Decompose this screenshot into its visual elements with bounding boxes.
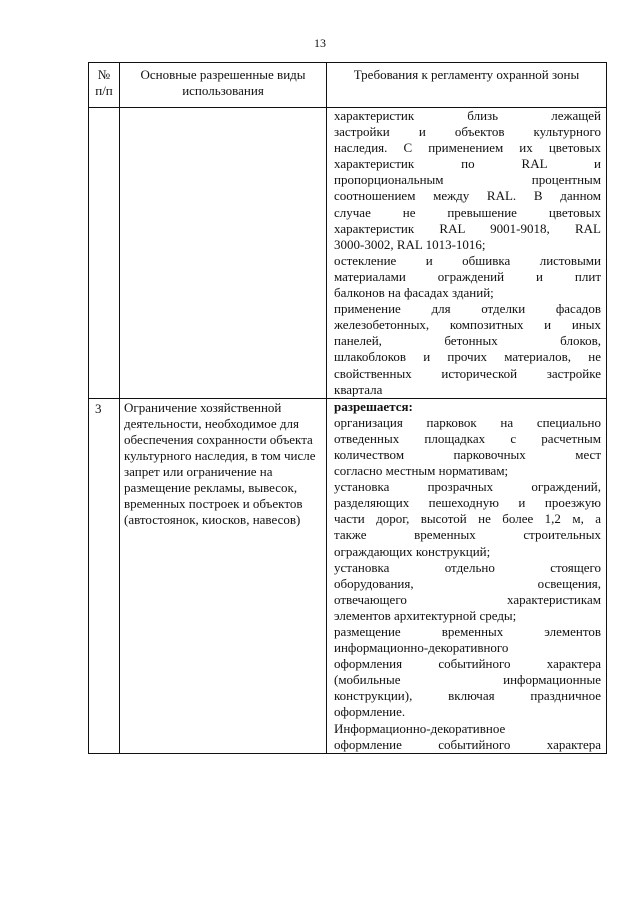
requirement-line: (мобильные информационные [334, 672, 601, 688]
requirement-line: балконов на фасадах зданий; [334, 285, 494, 301]
requirement-line: остекление и обшивка листовыми [334, 252, 601, 268]
requirement-line: части дорог, высотой не более 1,2 м, а [334, 511, 601, 527]
requirement-line: согласно местным нормативам; [334, 463, 509, 479]
header-requirements: Требования к регламенту охранной зоны [327, 63, 607, 108]
requirement-line: разрешается: [334, 398, 413, 414]
requirement-line: также временных строительных [334, 527, 601, 543]
page-number: 13 [314, 36, 326, 50]
requirement-line: применение для отделки фасадов [334, 301, 601, 317]
requirement-line: наследия. С применением их цветовых [334, 140, 601, 156]
requirement-line: оформление событийного характера [334, 736, 601, 752]
requirement-line: шлакоблоков и прочих материалов, не [334, 349, 601, 365]
row-requirements [327, 398, 607, 753]
header-permitted-uses: Основные разрешенные виды использования [120, 63, 327, 108]
requirement-line: застройки и объектов культурного [334, 124, 601, 140]
requirement-line: 3000-3002, RAL 1013-1016; [334, 236, 486, 252]
requirement-line: информационно-декоративного [334, 640, 509, 656]
requirement-line: конструкции), включая праздничное [334, 688, 601, 704]
requirement-line: характеристик RAL 9001-9018, RAL [334, 220, 601, 236]
requirement-line: панелей, бетонных блоков, [334, 333, 601, 349]
regulation-table [88, 62, 607, 754]
requirement-line: отведенных площадках с расчетным [334, 430, 601, 446]
table-header-row [89, 63, 607, 108]
requirement-line: оформления событийного характера [334, 656, 601, 672]
requirement-line: квартала [334, 381, 383, 397]
requirement-line: оформление. [334, 704, 406, 720]
requirement-line: Информационно-декоративное [334, 720, 506, 736]
row-number [89, 108, 120, 399]
table-row [89, 108, 607, 399]
row-use-text [120, 108, 327, 399]
requirement-line: ограждающих конструкций; [334, 543, 491, 559]
requirement-line: количеством парковочных мест [334, 446, 601, 462]
requirement-line: размещение временных элементов [334, 624, 601, 639]
row-use-text: Ограничение хозяйственной деятельности, необходимое для обеспечения сохранности объекта культурного наследия, в том числе запрет или ограничение на размещение рекламы, вывесок, временных построек и объектов (автостоянок, киосков, навесов) [120, 398, 327, 753]
row-requirements [327, 108, 607, 399]
requirement-line: соотношением между RAL. В данном [334, 188, 601, 204]
requirement-line: установка отдельно стоящего [334, 559, 601, 575]
requirement-line: материалами ограждений и плит [334, 268, 601, 284]
header-number: № п/п [89, 63, 120, 108]
requirement-line: разделяющих пешеходную и проезжую [334, 495, 601, 511]
requirement-line: свойственных исторической застройке [334, 365, 601, 381]
requirement-line: элементов архитектурной среды; [334, 607, 517, 623]
requirement-line: оборудования, освещения, [334, 575, 601, 591]
requirement-line: железобетонных, композитных и иных [334, 317, 601, 333]
table-row [89, 398, 607, 753]
requirement-line: отвечающего характеристикам [334, 591, 601, 607]
requirement-line: характеристик по RAL и [334, 156, 601, 172]
row-number: 3 [89, 398, 120, 753]
requirement-line: установка прозрачных ограждений, [334, 479, 601, 495]
requirement-line: характеристик близь лежащей [334, 108, 601, 123]
requirement-line: случае не превышение цветовых [334, 204, 601, 220]
requirement-line: организация парковок на специально [334, 414, 601, 430]
requirement-line: пропорциональным процентным [334, 172, 601, 188]
